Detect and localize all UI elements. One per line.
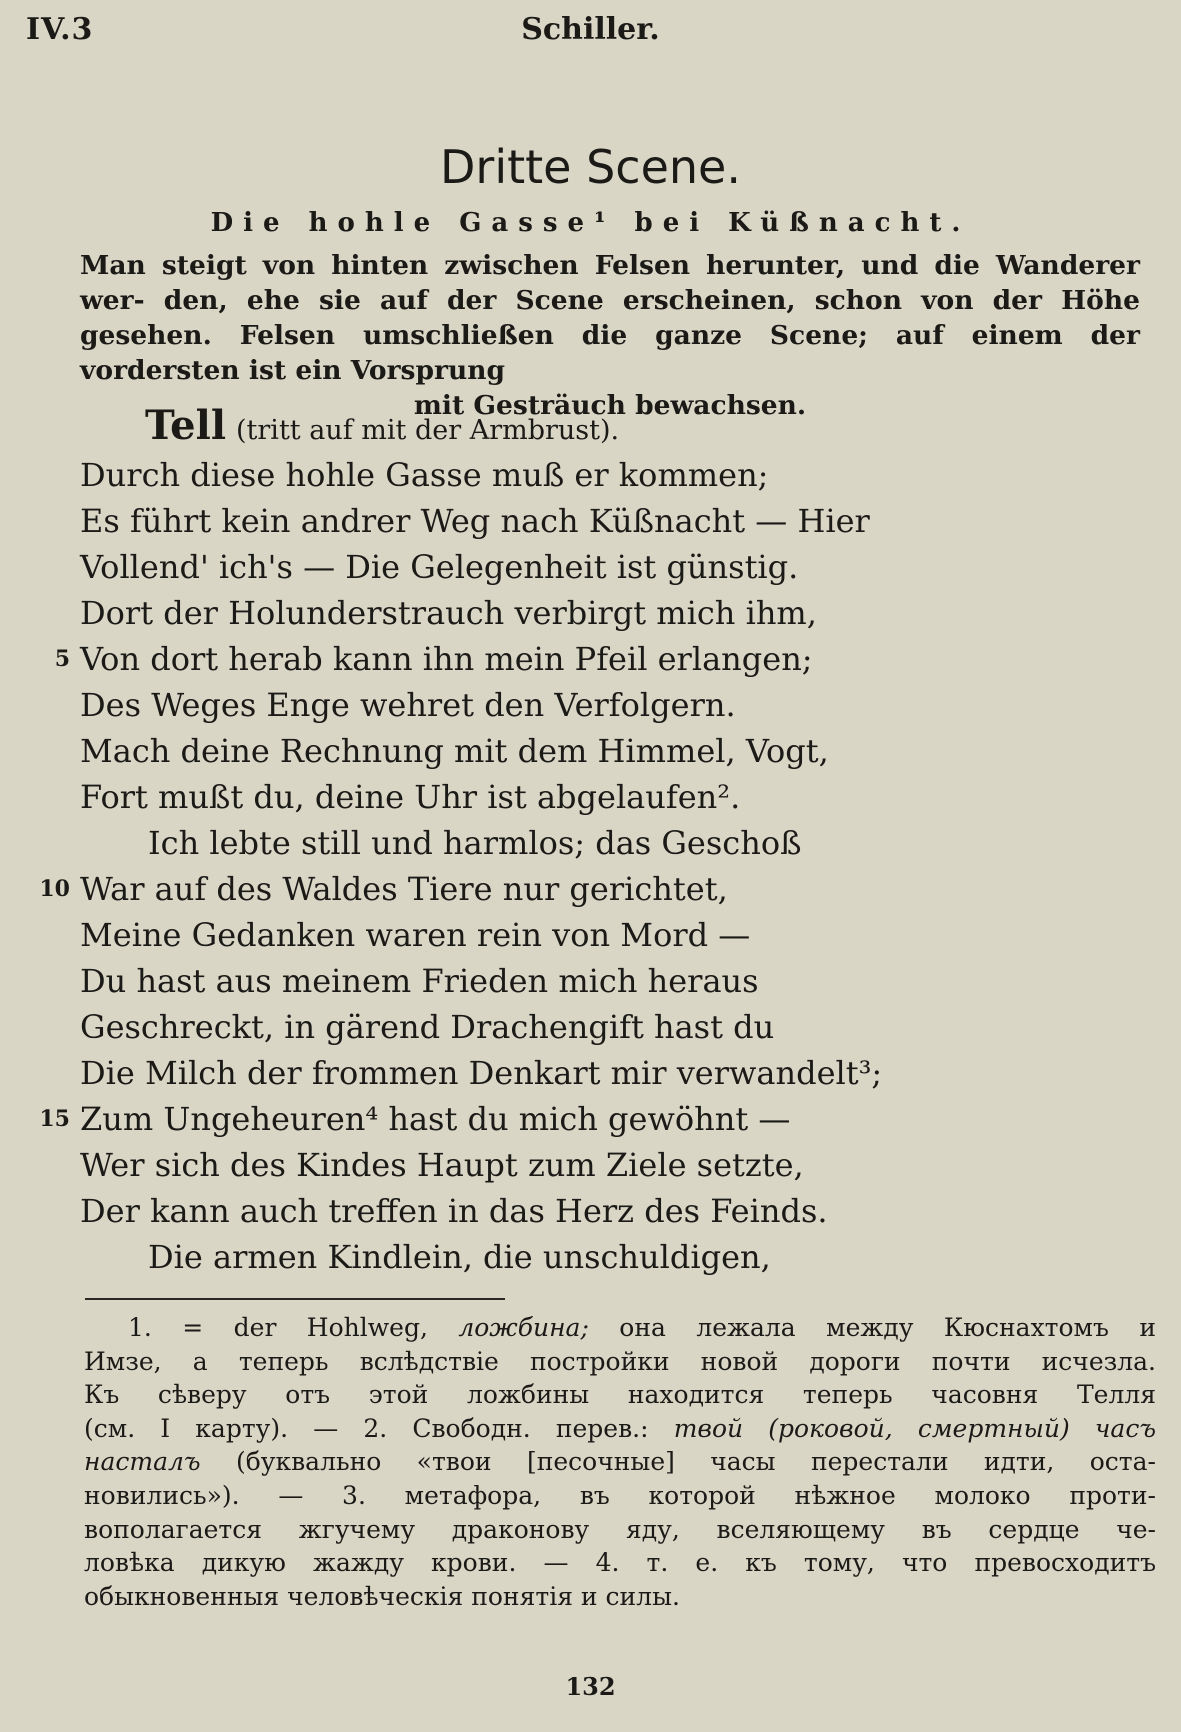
verse-text: Durch diese hohle Gasse muß er kommen; — [80, 456, 769, 494]
line-number: 15 — [39, 1106, 70, 1132]
speaker-name: Tell — [145, 402, 227, 449]
verse-text: Der kann auch treffen in das Herz des Feinds. — [80, 1192, 828, 1230]
footnote-line: обыкновенныя человѣческія понятія и силы. — [84, 1581, 680, 1611]
footnote-line — [84, 1445, 1156, 1479]
line-number: 10 — [39, 876, 70, 902]
verse-text: Des Weges Enge wehret den Verfolgern. — [80, 686, 736, 724]
footnote-line: вополагается жгучему драконову яду, вселяющему въ сердце че- — [84, 1514, 1156, 1544]
verse-text: Mach deine Rechnung mit dem Himmel, Vogt, — [80, 732, 829, 770]
verse-text: Fort mußt du, deine Uhr ist abgelaufen². — [80, 778, 741, 816]
verse-line — [0, 1188, 1181, 1234]
footnote-line — [84, 1412, 1156, 1446]
verse-text: Wer sich des Kindes Haupt zum Ziele setzte, — [80, 1146, 804, 1184]
verse-text: Du hast aus meinem Frieden mich heraus — [80, 962, 759, 1000]
verse-text: Ich lebte still und harmlos; das Geschoß — [148, 824, 802, 862]
footnote-divider — [85, 1298, 505, 1300]
footnote-italic: твой (роковой, смертный) часъ — [673, 1413, 1156, 1443]
verse-line — [0, 1142, 1181, 1188]
scene-location: Die hohle Gasse¹ bei Küßnacht. — [210, 208, 971, 238]
verse-line — [0, 498, 1181, 544]
stage-direction-line: umschließen die ganze Scene; auf einem der vordersten ist ein Vorsprung — [80, 320, 1140, 386]
footnote-line: ловѣка дикую жажду крови. — 4. т. е. къ тому, что превосходитъ — [84, 1548, 1156, 1578]
section-marker: IV.3 — [26, 12, 94, 47]
stage-direction-line: mit Gesträuch bewachsen. — [413, 390, 807, 421]
verse-line — [0, 728, 1181, 774]
verse-line — [0, 774, 1181, 820]
verse-line — [0, 682, 1181, 728]
verse-line — [0, 636, 1181, 682]
stage-direction-line: den, ehe sie auf der Scene erscheinen, schon von der Höhe gesehen. Felsen — [80, 285, 1140, 351]
footnote-text: она лежала между Кюснахтомъ и — [588, 1313, 1156, 1342]
stage-direction — [80, 248, 1140, 423]
verse-text: Vollend' ich's — Die Gelegenheit ist günstig. — [80, 548, 799, 586]
verse-line — [0, 1096, 1181, 1142]
verse-text: Dort der Holunderstrauch verbirgt mich ihm, — [80, 594, 817, 632]
line-number: 5 — [54, 646, 70, 672]
verse-text: Es führt kein andrer Weg nach Küßnacht — Hier — [80, 502, 870, 540]
footnote-text: (см. I карту). — 2. Свободн. перев.: — [84, 1413, 674, 1443]
verse-text: Zum Ungeheuren⁴ hast du mich gewöhnt — — [80, 1100, 791, 1138]
verse-line — [0, 1234, 1181, 1280]
stage-direction-line: Man steigt von hinten zwischen Felsen herunter, und die Wanderer wer- — [80, 250, 1140, 316]
scene-title: Dritte Scene. — [440, 140, 741, 194]
running-header-author: Schiller. — [521, 12, 660, 47]
verse-line — [0, 866, 1181, 912]
footnote-line: Къ сѣверу отъ этой ложбины находится теперь часовня Телля — [84, 1380, 1156, 1410]
verse-text: Geschreckt, in gärend Drachengift hast du — [80, 1008, 775, 1046]
verse-line — [0, 590, 1181, 636]
footnote-line: Имзе, а теперь вслѣдствіе постройки новой дороги почти исчезла. — [84, 1346, 1156, 1376]
verse-line — [0, 1050, 1181, 1096]
footnote-italic: насталъ — [84, 1447, 201, 1477]
footnote-text: 1. = der Hohlweg, — [128, 1313, 459, 1342]
verse-line — [0, 544, 1181, 590]
footnote-italic: ложбина; — [458, 1313, 589, 1342]
footnote-line — [84, 1311, 1156, 1345]
verse-line — [0, 1004, 1181, 1050]
verse-text: Von dort herab kann ihn mein Pfeil erlangen; — [80, 640, 813, 678]
verse-text: Meine Gedanken waren rein von Mord — — [80, 916, 751, 954]
footnote-line: новились»). — 3. метафора, въ которой нѣжное молоко проти- — [84, 1480, 1156, 1510]
verse-line — [0, 820, 1181, 866]
footnote-text: (буквально «твои [песочные] часы перестали идти, оста- — [200, 1447, 1156, 1477]
verse-text: War auf des Waldes Tiere nur gerichtet, — [80, 870, 728, 908]
verse-line — [0, 912, 1181, 958]
verse-text: Die armen Kindlein, die unschuldigen, — [148, 1238, 771, 1276]
speaker-direction: (tritt auf mit der Armbrust). — [236, 415, 620, 446]
verse-text: Die Milch der frommen Denkart mir verwandelt³; — [80, 1054, 883, 1092]
verse-line — [0, 452, 1181, 498]
verse-block — [0, 452, 1181, 1280]
speaker-line — [145, 402, 619, 449]
footnotes — [84, 1311, 1156, 1613]
verse-line — [0, 958, 1181, 1004]
page-number: 132 — [565, 1672, 616, 1701]
